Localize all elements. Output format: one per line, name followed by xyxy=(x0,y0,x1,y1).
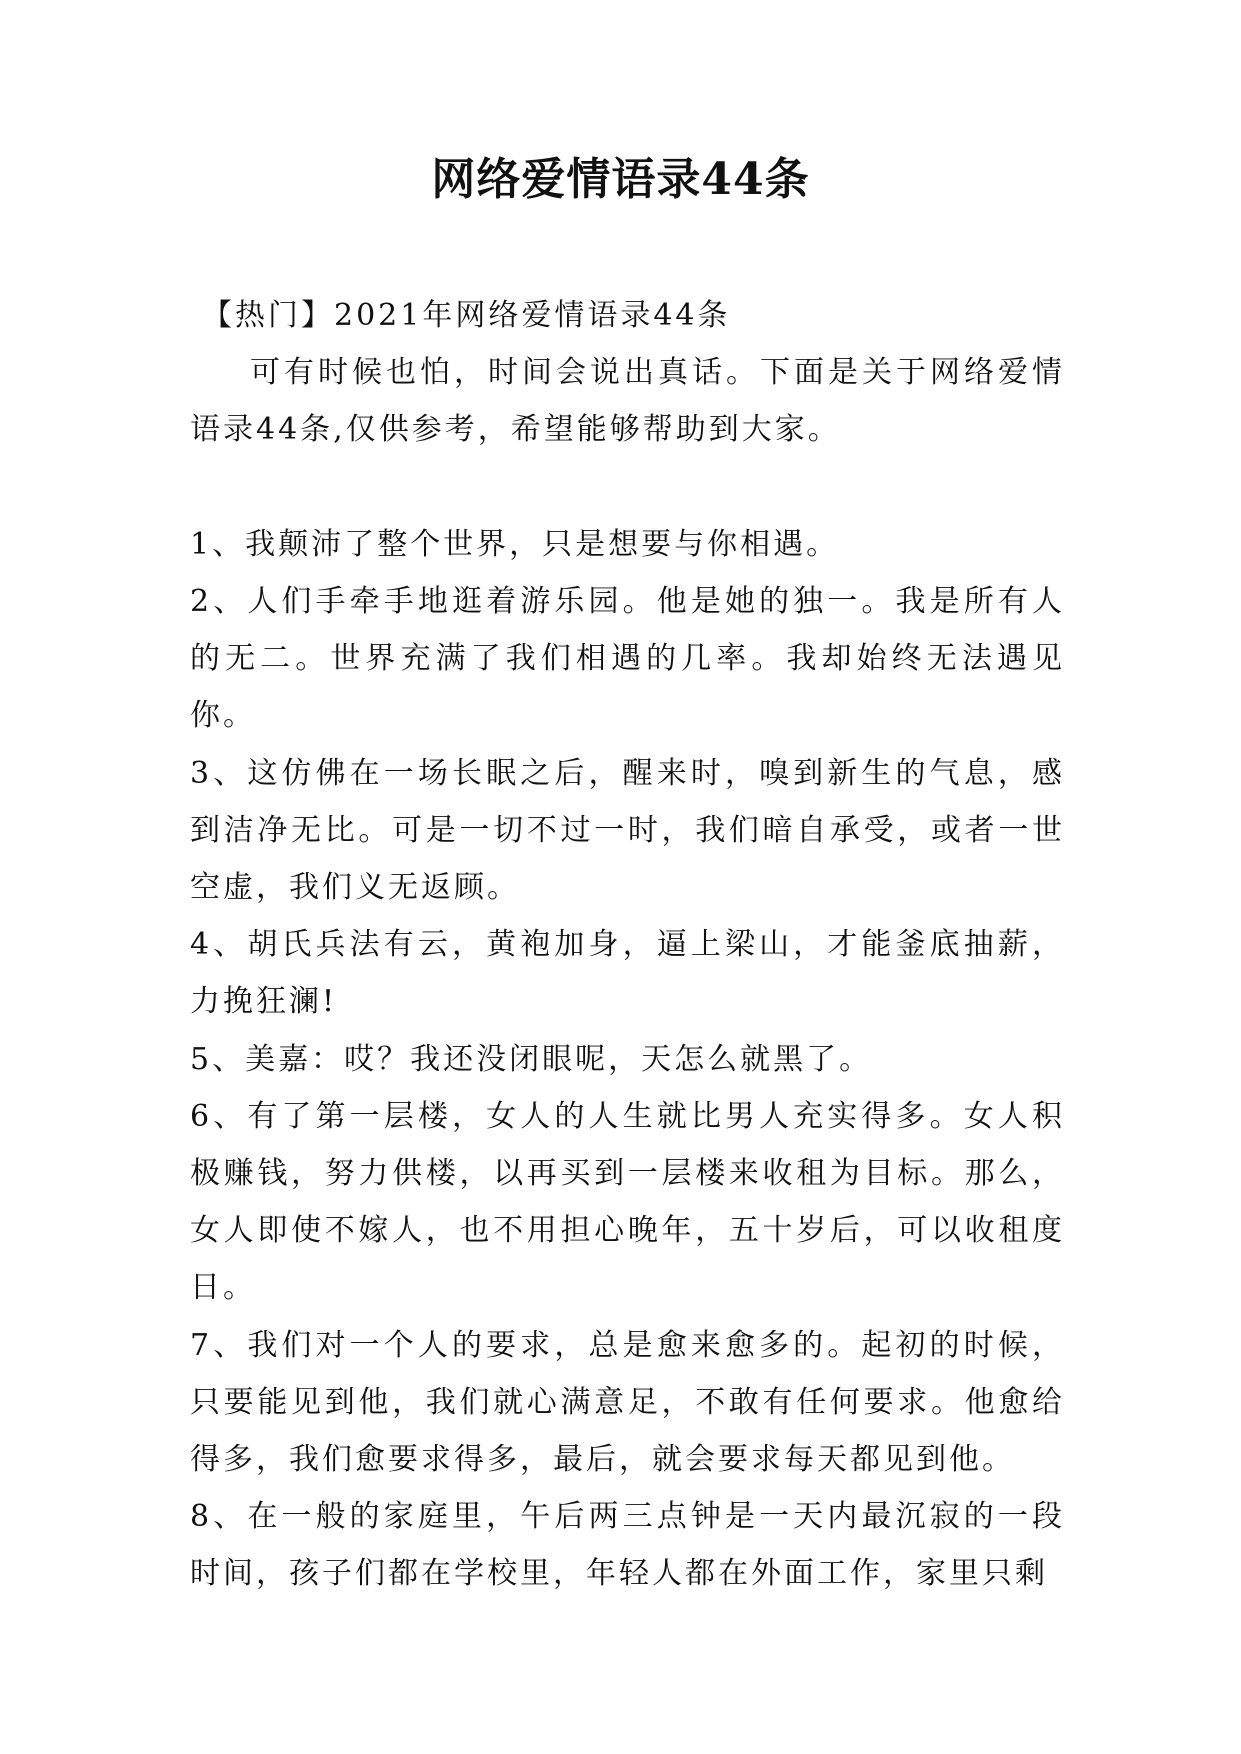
paragraph-spacer xyxy=(190,459,1065,516)
document-subtitle: 【热门】2021年网络爱情语录44条 xyxy=(202,298,731,333)
list-item: 4、胡氏兵法有云，黄袍加身，逼上梁山，才能釜底抽薪，力挽狂澜! xyxy=(190,927,1065,1020)
list-item: 3、这仿佛在一场长眠之后，醒来时，嗅到新生的气息，感到洁净无比。可是一切不过一时，我们暗自承受，或者一世空虚，我们义无返顾。 xyxy=(190,755,1065,906)
list-item: 2、人们手牵手地逛着游乐园。他是她的独一。我是所有人的无二。世界充满了我们相遇的几率。我却始终无法遇见你。 xyxy=(190,584,1065,734)
document-body xyxy=(190,287,1065,1603)
list-item: 6、有了第一层楼，女人的人生就比男人充实得多。女人积极赚钱，努力供楼，以再买到一层楼来收租为目标。那么，女人即使不嫁人，也不用担心晚年，五十岁后，可以收租度日。 xyxy=(190,1098,1065,1306)
list-item: 1、我颠沛了整个世界，只是想要与你相遇。 xyxy=(190,526,840,562)
list-item: 8、在一般的家庭里，午后两三点钟是一天内最沉寂的一段时间，孩子们都在学校里，年轻人都在外面工作，家里只剩 xyxy=(190,1499,1065,1592)
list-item: 7、我们对一个人的要求，总是愈来愈多的。起初的时候，只要能见到他，我们就心满意足，不敢有任何要求。他愈给得多，我们愈要求得多，最后，就会要求每天都见到他。 xyxy=(190,1327,1065,1478)
intro-paragraph: 可有时候也怕，时间会说出真话。下面是关于网络爱情语录44条,仅供参考，希望能够帮助到大家。 xyxy=(190,355,1065,448)
list-item: 5、美嘉：哎？我还没闭眼呢，天怎么就黑了。 xyxy=(190,1041,873,1077)
document-title: 网络爱情语录44条 xyxy=(431,154,810,205)
